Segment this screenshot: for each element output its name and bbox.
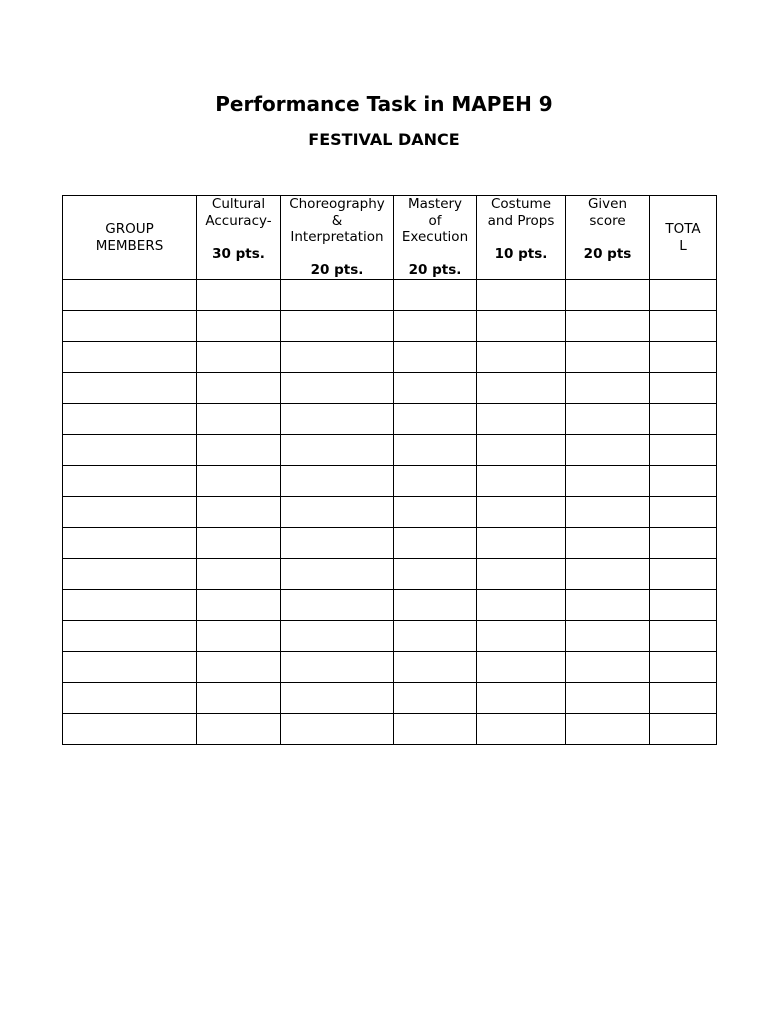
cell-given-score[interactable] bbox=[566, 373, 650, 404]
cell-costume[interactable] bbox=[477, 621, 566, 652]
cell-mastery[interactable] bbox=[394, 497, 477, 528]
cell-mastery[interactable] bbox=[394, 714, 477, 745]
cell-cultural-accuracy[interactable] bbox=[197, 714, 281, 745]
table-row bbox=[63, 435, 717, 466]
cell-mastery[interactable] bbox=[394, 559, 477, 590]
cell-group-members[interactable] bbox=[63, 280, 197, 311]
cell-mastery[interactable] bbox=[394, 342, 477, 373]
cell-total[interactable] bbox=[650, 714, 717, 745]
header-group-members: GROUP MEMBERS bbox=[63, 196, 197, 280]
cell-costume[interactable] bbox=[477, 342, 566, 373]
cell-costume[interactable] bbox=[477, 497, 566, 528]
cell-cultural-accuracy[interactable] bbox=[197, 311, 281, 342]
cell-costume[interactable] bbox=[477, 590, 566, 621]
cell-mastery[interactable] bbox=[394, 373, 477, 404]
cell-group-members[interactable] bbox=[63, 311, 197, 342]
cell-cultural-accuracy[interactable] bbox=[197, 404, 281, 435]
cell-group-members[interactable] bbox=[63, 652, 197, 683]
cell-costume[interactable] bbox=[477, 280, 566, 311]
cell-group-members[interactable] bbox=[63, 373, 197, 404]
cell-group-members[interactable] bbox=[63, 497, 197, 528]
header-cultural-accuracy: Cultural Accuracy- 30 pts. bbox=[197, 196, 281, 280]
cell-group-members[interactable] bbox=[63, 404, 197, 435]
cell-costume[interactable] bbox=[477, 714, 566, 745]
cell-choreography[interactable] bbox=[281, 652, 394, 683]
cell-group-members[interactable] bbox=[63, 590, 197, 621]
cell-total[interactable] bbox=[650, 683, 717, 714]
cell-mastery[interactable] bbox=[394, 528, 477, 559]
cell-total[interactable] bbox=[650, 528, 717, 559]
table-row bbox=[63, 466, 717, 497]
cell-costume[interactable] bbox=[477, 404, 566, 435]
cell-group-members[interactable] bbox=[63, 714, 197, 745]
cell-cultural-accuracy[interactable] bbox=[197, 590, 281, 621]
header-total: TOTA L bbox=[650, 196, 717, 280]
cell-cultural-accuracy[interactable] bbox=[197, 497, 281, 528]
cell-costume[interactable] bbox=[477, 435, 566, 466]
cell-choreography[interactable] bbox=[281, 342, 394, 373]
cell-group-members[interactable] bbox=[63, 528, 197, 559]
cell-choreography[interactable] bbox=[281, 435, 394, 466]
cell-total[interactable] bbox=[650, 373, 717, 404]
cell-choreography[interactable] bbox=[281, 497, 394, 528]
table-row bbox=[63, 590, 717, 621]
table-row bbox=[63, 311, 717, 342]
header-mastery: Mastery of Execution 20 pts. bbox=[394, 196, 477, 280]
cell-mastery[interactable] bbox=[394, 404, 477, 435]
cell-group-members[interactable] bbox=[63, 342, 197, 373]
cell-costume[interactable] bbox=[477, 683, 566, 714]
cell-group-members[interactable] bbox=[63, 435, 197, 466]
cell-costume[interactable] bbox=[477, 373, 566, 404]
cell-given-score[interactable] bbox=[566, 590, 650, 621]
table-row bbox=[63, 404, 717, 435]
cell-mastery[interactable] bbox=[394, 435, 477, 466]
cell-choreography[interactable] bbox=[281, 559, 394, 590]
cell-group-members[interactable] bbox=[63, 559, 197, 590]
cell-total[interactable] bbox=[650, 435, 717, 466]
cell-cultural-accuracy[interactable] bbox=[197, 683, 281, 714]
cell-cultural-accuracy[interactable] bbox=[197, 435, 281, 466]
cell-choreography[interactable] bbox=[281, 373, 394, 404]
document-subtitle: FESTIVAL DANCE bbox=[308, 130, 460, 149]
cell-choreography[interactable] bbox=[281, 590, 394, 621]
cell-choreography[interactable] bbox=[281, 714, 394, 745]
cell-mastery[interactable] bbox=[394, 652, 477, 683]
cell-cultural-accuracy[interactable] bbox=[197, 652, 281, 683]
table-row bbox=[63, 621, 717, 652]
table-row bbox=[63, 373, 717, 404]
cell-cultural-accuracy[interactable] bbox=[197, 559, 281, 590]
cell-costume[interactable] bbox=[477, 559, 566, 590]
cell-total[interactable] bbox=[650, 621, 717, 652]
cell-given-score[interactable] bbox=[566, 342, 650, 373]
cell-group-members[interactable] bbox=[63, 683, 197, 714]
cell-given-score[interactable] bbox=[566, 435, 650, 466]
cell-choreography[interactable] bbox=[281, 280, 394, 311]
rubric-body bbox=[63, 280, 717, 745]
cell-cultural-accuracy[interactable] bbox=[197, 280, 281, 311]
cell-costume[interactable] bbox=[477, 528, 566, 559]
cell-cultural-accuracy[interactable] bbox=[197, 621, 281, 652]
cell-total[interactable] bbox=[650, 311, 717, 342]
cell-cultural-accuracy[interactable] bbox=[197, 528, 281, 559]
table-row bbox=[63, 497, 717, 528]
cell-total[interactable] bbox=[650, 342, 717, 373]
cell-given-score[interactable] bbox=[566, 497, 650, 528]
cell-costume[interactable] bbox=[477, 466, 566, 497]
cell-given-score[interactable] bbox=[566, 311, 650, 342]
cell-given-score[interactable] bbox=[566, 466, 650, 497]
cell-given-score[interactable] bbox=[566, 621, 650, 652]
header-choreography: Choreography & Interpretation 20 pts. bbox=[281, 196, 394, 280]
cell-cultural-accuracy[interactable] bbox=[197, 466, 281, 497]
cell-choreography[interactable] bbox=[281, 683, 394, 714]
cell-cultural-accuracy[interactable] bbox=[197, 342, 281, 373]
cell-costume[interactable] bbox=[477, 311, 566, 342]
table-row bbox=[63, 528, 717, 559]
cell-choreography[interactable] bbox=[281, 621, 394, 652]
cell-mastery[interactable] bbox=[394, 466, 477, 497]
cell-mastery[interactable] bbox=[394, 590, 477, 621]
cell-given-score[interactable] bbox=[566, 652, 650, 683]
table-row bbox=[63, 280, 717, 311]
cell-given-score[interactable] bbox=[566, 280, 650, 311]
table-row bbox=[63, 683, 717, 714]
document-title: Performance Task in MAPEH 9 bbox=[215, 92, 553, 116]
rubric-table bbox=[62, 195, 717, 745]
cell-given-score[interactable] bbox=[566, 683, 650, 714]
table-row bbox=[63, 559, 717, 590]
cell-total[interactable] bbox=[650, 559, 717, 590]
cell-costume[interactable] bbox=[477, 652, 566, 683]
cell-total[interactable] bbox=[650, 652, 717, 683]
cell-total[interactable] bbox=[650, 466, 717, 497]
cell-group-members[interactable] bbox=[63, 621, 197, 652]
cell-choreography[interactable] bbox=[281, 466, 394, 497]
cell-total[interactable] bbox=[650, 280, 717, 311]
cell-given-score[interactable] bbox=[566, 528, 650, 559]
cell-cultural-accuracy[interactable] bbox=[197, 373, 281, 404]
cell-mastery[interactable] bbox=[394, 683, 477, 714]
table-row bbox=[63, 714, 717, 745]
header-costume: Costume and Props 10 pts. bbox=[477, 196, 566, 280]
cell-total[interactable] bbox=[650, 590, 717, 621]
cell-given-score[interactable] bbox=[566, 404, 650, 435]
header-row bbox=[63, 196, 717, 280]
cell-given-score[interactable] bbox=[566, 714, 650, 745]
cell-choreography[interactable] bbox=[281, 311, 394, 342]
cell-group-members[interactable] bbox=[63, 466, 197, 497]
cell-choreography[interactable] bbox=[281, 404, 394, 435]
table-row bbox=[63, 342, 717, 373]
cell-choreography[interactable] bbox=[281, 528, 394, 559]
cell-mastery[interactable] bbox=[394, 280, 477, 311]
cell-given-score[interactable] bbox=[566, 559, 650, 590]
table-row bbox=[63, 652, 717, 683]
cell-mastery[interactable] bbox=[394, 311, 477, 342]
header-given-score: Given score 20 pts bbox=[566, 196, 650, 280]
cell-total[interactable] bbox=[650, 497, 717, 528]
cell-total[interactable] bbox=[650, 404, 717, 435]
cell-mastery[interactable] bbox=[394, 621, 477, 652]
